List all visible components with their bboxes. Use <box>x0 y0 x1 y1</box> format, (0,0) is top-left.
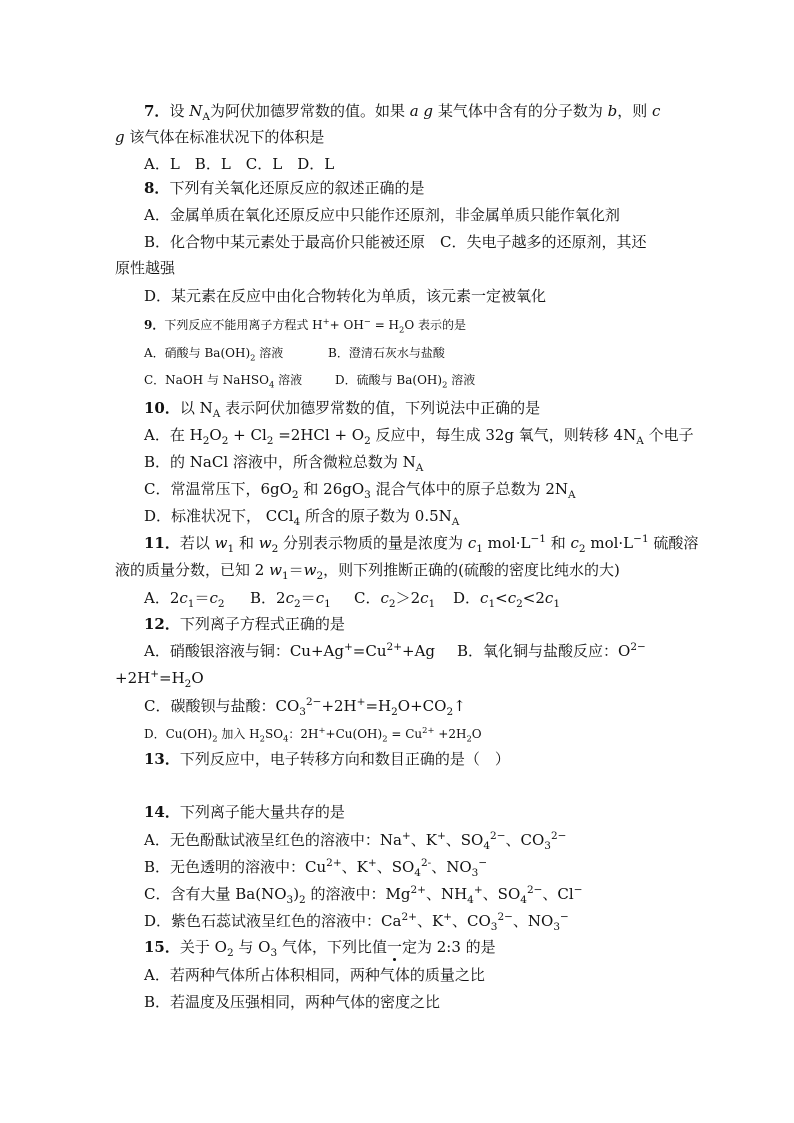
text: 2+ <box>386 641 402 653</box>
text: = Cu <box>387 727 423 741</box>
text: + <box>443 911 452 923</box>
text: =2HCl + O <box>273 426 365 444</box>
q9-option-d <box>335 370 475 390</box>
text: 3 <box>553 921 561 933</box>
text: D． <box>453 589 481 607</box>
text: <2 <box>522 589 545 607</box>
text: A <box>568 489 576 501</box>
text: 2 <box>184 678 192 690</box>
text: + <box>318 725 326 735</box>
text: + <box>343 641 353 653</box>
text: O <box>471 727 482 741</box>
text: 4 <box>283 733 289 744</box>
text: 2 <box>446 706 454 718</box>
text: + Cl <box>228 426 267 444</box>
text: 2+ <box>326 857 342 869</box>
text: 3 <box>544 840 551 852</box>
text: ＞2 <box>395 589 421 607</box>
text: 表示阿伏加德罗常数的值，下列说法中正确的是 <box>220 399 541 417</box>
text: 为阿伏加德罗常数的值。如果 <box>209 102 410 120</box>
text: 若以 <box>179 534 215 552</box>
q9-stem <box>144 315 466 335</box>
text: A．2 <box>144 589 180 607</box>
text: 3 <box>364 489 371 501</box>
text: A．在 H <box>144 426 203 444</box>
text: 2− <box>490 830 506 842</box>
text: w <box>258 534 272 552</box>
text: 2 <box>399 324 405 335</box>
q15-option-a: A．若两种气体所占体积相同，两种气体的质量之比 <box>144 966 485 984</box>
text: ) <box>293 885 300 903</box>
text: 2 <box>442 379 448 390</box>
text: 3 <box>471 867 479 879</box>
text: 、K <box>410 831 437 849</box>
text: mol·L <box>585 534 634 552</box>
text: − <box>573 884 583 896</box>
text: c <box>467 534 477 552</box>
text: 、SO <box>482 885 521 903</box>
text: 4 <box>293 516 301 528</box>
text: 2− <box>497 911 513 923</box>
text: c <box>209 589 218 607</box>
q12-number: 12． <box>144 615 180 633</box>
text: 溶液 <box>274 373 303 387</box>
text: 关于 O <box>179 938 227 956</box>
text: w <box>269 561 282 579</box>
text: 2 <box>316 570 324 582</box>
text: 2 <box>466 733 472 744</box>
text: 1 <box>187 598 195 610</box>
text: 4 <box>467 894 474 906</box>
q8-stem <box>144 178 424 198</box>
text: 所含的原子数为 0.5N <box>300 507 452 525</box>
text: ＝ <box>288 561 304 579</box>
text: N <box>189 102 203 120</box>
text: +Cu(OH) <box>325 727 383 741</box>
text: + <box>356 696 366 708</box>
text: b <box>607 102 618 120</box>
text: 和 <box>545 534 571 552</box>
text: 、NH <box>425 885 468 903</box>
text: 某气体中含有的分子数为 <box>433 102 608 120</box>
text: D．Cu(OH) <box>144 727 213 741</box>
text: 、CO <box>451 912 491 930</box>
text: ，则下列推断正确的(硫酸的密度比纯水的大) <box>323 561 620 579</box>
text: 4 <box>483 840 491 852</box>
text: A．硝酸与 Ba(OH) <box>144 346 251 360</box>
text: =H <box>365 697 392 715</box>
text: 硫酸溶 <box>648 534 699 552</box>
text: 1 <box>281 570 289 582</box>
text: C．NaOH 与 NaHSO <box>144 373 269 387</box>
q7-options: A．L B．L C．L D．L <box>144 155 335 173</box>
text: 、Cl <box>542 885 574 903</box>
text: 设 <box>169 102 190 120</box>
text: + <box>436 830 446 842</box>
text: c <box>544 589 554 607</box>
q15-stem <box>144 937 496 957</box>
text: 2 <box>266 435 274 447</box>
q7-number: 7． <box>144 102 170 120</box>
text: =H <box>159 669 185 687</box>
text: ，则 <box>617 102 652 120</box>
q11-number: 11． <box>144 534 180 552</box>
text: D．硫酸与 Ba(OH) <box>335 373 443 387</box>
text: 、K <box>416 912 444 930</box>
text: ↑ <box>453 697 466 715</box>
text: 下列离子方程式正确的是 <box>179 615 345 633</box>
text: O 表示的是 <box>404 318 467 332</box>
text: 、SO <box>376 858 415 876</box>
text: +2H <box>434 727 467 741</box>
text: 反应中，每生成 32g 氧气，则转移 4N <box>370 426 637 444</box>
text: c <box>651 102 661 120</box>
text: c <box>480 589 489 607</box>
text: C．碳酸钡与盐酸：CO <box>144 697 300 715</box>
q11-option-c <box>354 588 435 608</box>
text: +2H <box>321 697 357 715</box>
text: 1 <box>227 543 235 555</box>
text: 分别表示物质的量是浓度为 <box>278 534 468 552</box>
text: 3 <box>299 706 306 718</box>
text: A <box>451 516 460 528</box>
q13-number: 13． <box>144 750 180 768</box>
q12-stem <box>144 614 345 634</box>
text: 2 <box>217 598 225 610</box>
text: 的溶液中：Mg <box>305 885 411 903</box>
text: 2 <box>212 733 218 744</box>
text: −1 <box>633 533 649 545</box>
text: ：2H <box>288 727 319 741</box>
text: c <box>315 589 325 607</box>
text: c <box>285 589 294 607</box>
text: 3 <box>286 894 294 906</box>
text: D．标准状况下， CCl <box>144 507 294 525</box>
text: A <box>202 111 210 123</box>
text: 2− <box>630 641 646 653</box>
text: 、K <box>341 858 368 876</box>
text: C．常温常压下，6gO <box>144 480 292 498</box>
text: 个电子 <box>643 426 694 444</box>
text: 下列反应中，电子转移方向和数目正确的是（ ） <box>179 750 510 768</box>
q10-option-a <box>144 425 694 445</box>
text: + <box>367 857 377 869</box>
text: 、CO <box>505 831 545 849</box>
text: 溶液 <box>447 373 476 387</box>
text: = H <box>370 318 400 332</box>
text: 2 <box>202 435 210 447</box>
text: 2 <box>271 543 279 555</box>
text: 和 <box>234 534 259 552</box>
text: + OH <box>329 318 364 332</box>
text: 、SO <box>445 831 484 849</box>
q12-option-b-cont <box>115 668 204 688</box>
text: 该气体在标准状况下的体积是 <box>124 128 325 146</box>
text: =Cu <box>352 642 387 660</box>
text: 2 <box>291 489 299 501</box>
q8-option-a: A．金属单质在氧化还原反应中只能作还原剂，非金属单质只能作氧化剂 <box>144 206 620 224</box>
text: A <box>415 462 424 474</box>
text: O+CO <box>397 697 447 715</box>
text: 4 <box>268 379 275 390</box>
text: ＝ <box>300 589 316 607</box>
text: 液的质量分数，已知 2 <box>115 561 270 579</box>
text: +Ag <box>402 642 436 660</box>
text: c <box>380 589 389 607</box>
text: D．紫色石蕊试液呈红色的溶液中：Ca <box>144 912 402 930</box>
q9-option-c <box>144 370 302 390</box>
text: w <box>214 534 228 552</box>
text: 定为 2:3 的是 <box>401 938 496 956</box>
text: 2− <box>305 696 322 708</box>
text: c <box>507 589 517 607</box>
text: 、NO <box>512 912 554 930</box>
q10-number: 10． <box>144 399 180 417</box>
q8-number: 8． <box>144 179 170 197</box>
text: 4 <box>520 894 527 906</box>
text: SO <box>265 727 284 741</box>
text: 与 O <box>233 938 271 956</box>
q10-option-d <box>144 506 459 526</box>
text: +2H <box>115 669 151 687</box>
text: c <box>420 589 429 607</box>
q15-option-b: B．若温度及压强相同，两种气体的密度之比 <box>144 993 441 1011</box>
text: 下列离子能大量共存的是 <box>179 803 345 821</box>
text: B．的 NaCl 溶液中，所含微粒总数为 N <box>144 453 416 471</box>
text: 2 <box>250 352 256 363</box>
text: c <box>179 589 188 607</box>
text: 加入 H <box>217 727 260 741</box>
q7-line-2 <box>115 127 324 147</box>
text: + <box>150 668 160 680</box>
text: 2 <box>516 598 523 610</box>
text: 2 <box>259 733 265 744</box>
text: mol·L <box>482 534 531 552</box>
text: 2+ <box>410 884 426 896</box>
text: 2 <box>391 706 398 718</box>
text: − <box>560 911 569 923</box>
text: 2- <box>420 857 432 869</box>
text: C．含有大量 Ba(NO <box>144 885 287 903</box>
text: A．无色酚酞试液呈红色的溶液中：Na <box>144 831 402 849</box>
q10-option-c <box>144 479 576 499</box>
text: 1 <box>488 598 496 610</box>
q13-stem <box>144 749 510 769</box>
emphasis-dot-char: 一 <box>386 938 402 956</box>
q14-number: 14． <box>144 803 180 821</box>
q10-stem <box>144 398 540 418</box>
q14-stem <box>144 802 345 822</box>
text: ＝ <box>194 589 210 607</box>
q14-option-d <box>144 911 569 931</box>
q12-option-c <box>144 696 466 716</box>
q8-option-b: B．化合物中某元素处于最高价只能被还原 C．失电子越多的还原剂，其还 <box>144 233 647 251</box>
text: 3 <box>270 947 278 959</box>
q11-line-2 <box>115 560 620 580</box>
q11-option-b <box>250 588 331 608</box>
text: 2 <box>382 733 388 744</box>
text: C． <box>354 589 381 607</box>
text: B．无色透明的溶液中：Cu <box>144 858 327 876</box>
text: 下列有关氧化还原反应的叙述正确的是 <box>169 179 425 197</box>
q8-option-d: D．某元素在反应中由化合物转化为单质，该元素一定被氧化 <box>144 287 547 305</box>
text: 以 N <box>179 399 213 417</box>
text: 2 <box>293 598 301 610</box>
text: A <box>636 435 644 447</box>
text: 2+ <box>422 725 435 735</box>
q9-option-b: B．澄清石灰水与盐酸 <box>328 346 445 360</box>
q12-option-a <box>144 641 435 661</box>
q12-option-b <box>457 641 646 661</box>
text: 1 <box>428 598 436 610</box>
text: 、NO <box>431 858 472 876</box>
text: A <box>212 408 221 420</box>
text: 溶液 <box>255 346 284 360</box>
text: 2− <box>526 884 543 896</box>
text: g <box>115 128 125 146</box>
q11-option-d <box>453 588 560 608</box>
text: O <box>191 669 204 687</box>
q8-option-b-cont: 原性越强 <box>115 259 176 277</box>
text: 气体，下列比值 <box>277 938 387 956</box>
text: 1 <box>476 543 483 555</box>
text: 1 <box>553 598 561 610</box>
q9-number: 9． <box>144 318 165 332</box>
text: 和 26gO <box>298 480 365 498</box>
q14-option-b <box>144 857 487 877</box>
text: A．硝酸银溶液与铜：Cu+Ag <box>144 642 344 660</box>
text: 混合气体中的原子总数为 2N <box>370 480 569 498</box>
text: B．氧化铜与盐酸反应：O <box>457 642 631 660</box>
q14-option-a <box>144 830 566 850</box>
text: 2− <box>550 830 567 842</box>
text: 2 <box>299 894 306 906</box>
text: − <box>363 316 371 326</box>
text: 2 <box>388 598 396 610</box>
q7-line-1 <box>144 101 660 121</box>
text: 2 <box>364 435 371 447</box>
text: a g <box>409 102 434 120</box>
q15-number: 15． <box>144 938 180 956</box>
text: − <box>478 857 488 869</box>
q10-option-b <box>144 452 423 472</box>
text: 2 <box>578 543 586 555</box>
text: 2 <box>226 947 234 959</box>
text: + <box>401 830 411 842</box>
text: O <box>209 426 222 444</box>
text: 3 <box>490 921 498 933</box>
text: < <box>495 589 508 607</box>
q11-line-1 <box>144 533 698 553</box>
text: w <box>303 561 317 579</box>
text: −1 <box>530 533 546 545</box>
text: + <box>322 316 330 326</box>
text: 4 <box>414 867 421 879</box>
text: 2+ <box>401 911 417 923</box>
text: c <box>570 534 579 552</box>
text: 2 <box>221 435 229 447</box>
q9-option-a <box>144 343 283 363</box>
text: 下列反应不能用离子方程式 H <box>164 318 323 332</box>
text: 1 <box>324 598 331 610</box>
q14-option-c <box>144 884 583 904</box>
q11-option-a <box>144 588 225 608</box>
text: + <box>473 884 483 896</box>
q12-option-d <box>144 724 482 744</box>
text: B．2 <box>250 589 286 607</box>
